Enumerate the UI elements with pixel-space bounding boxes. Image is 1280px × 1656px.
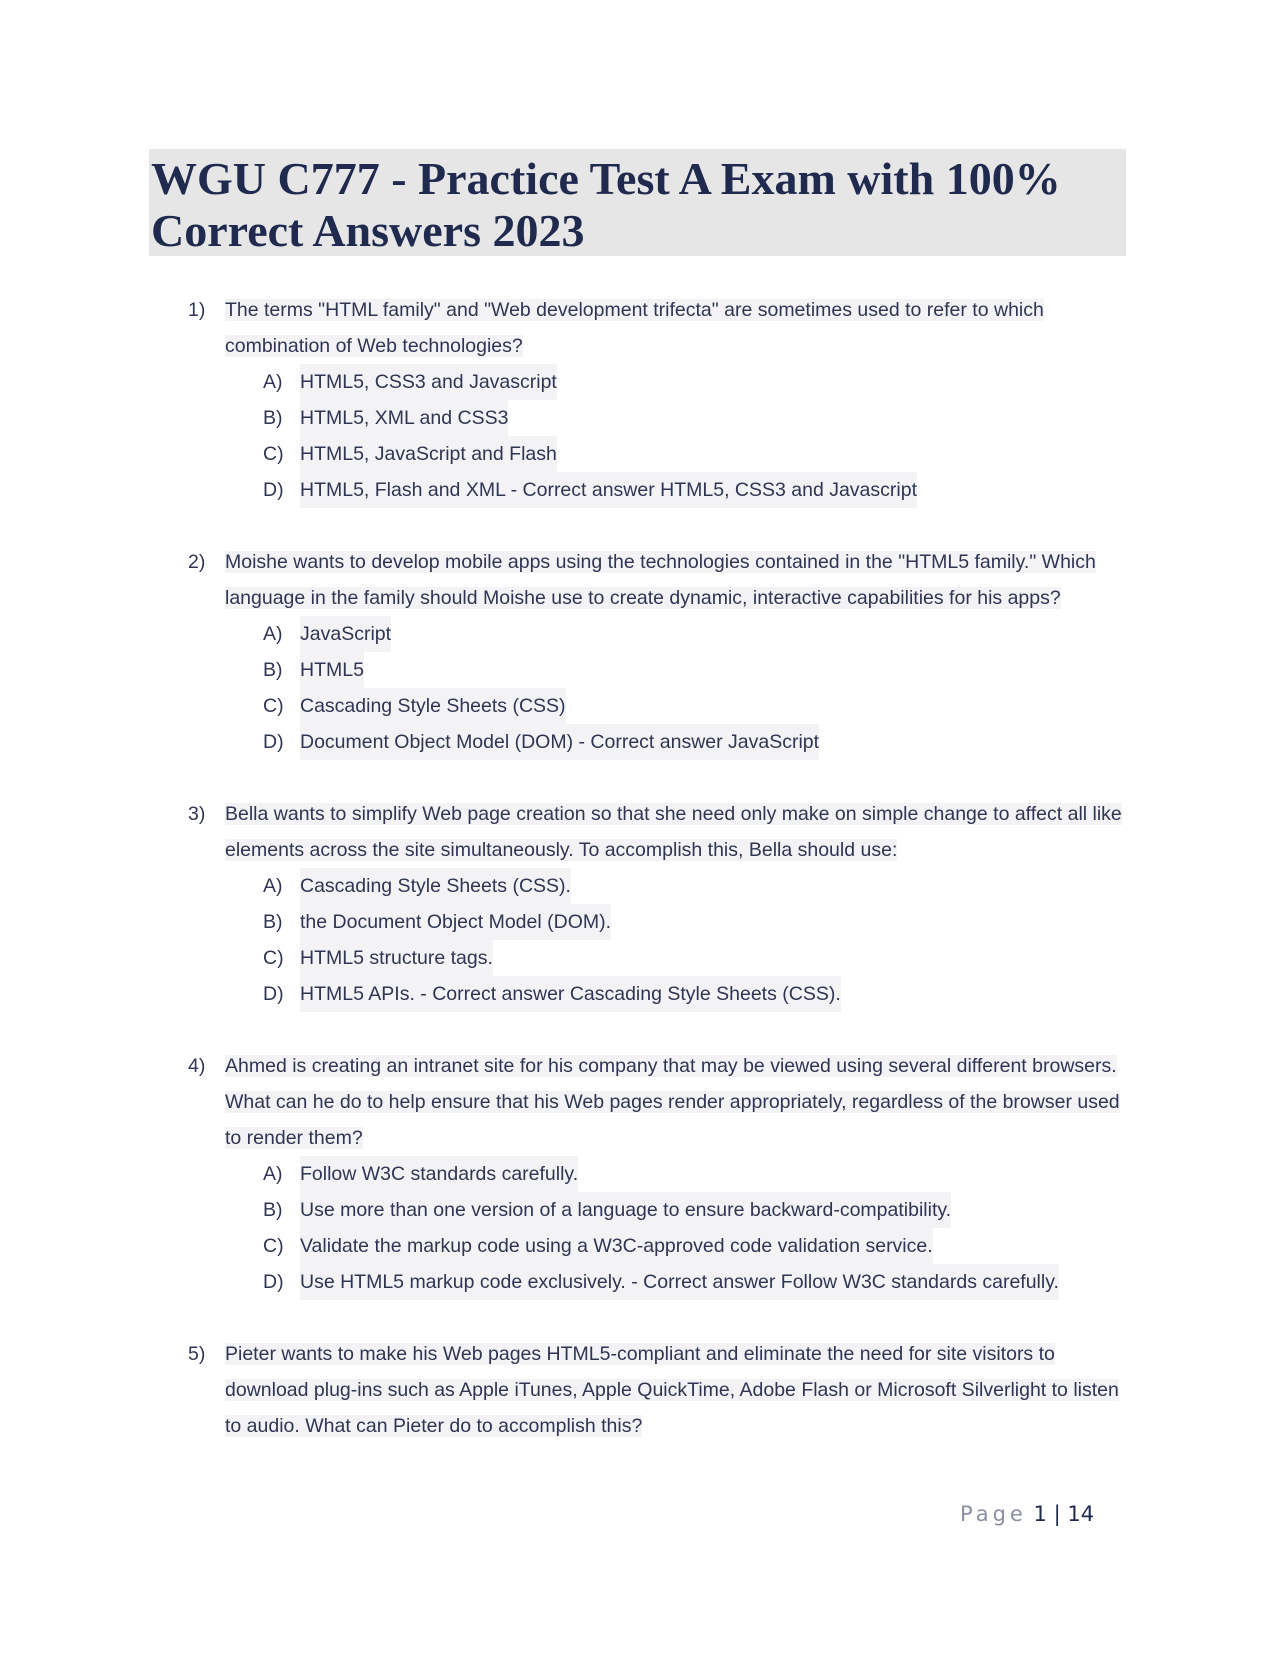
option-letter: D) — [263, 479, 284, 501]
option-text: Cascading Style Sheets (CSS) — [300, 688, 566, 724]
option-text: HTML5, XML and CSS3 — [300, 400, 508, 436]
option-text: HTML5 — [300, 652, 364, 688]
answer-option — [0, 400, 1280, 436]
option-letter: B) — [263, 1199, 283, 1221]
answer-option — [0, 1264, 1280, 1300]
question-number: 3) — [188, 803, 206, 825]
question-number: 1) — [188, 299, 206, 321]
question-text: Ahmed is creating an intranet site for his company that may be viewed using several different browsers. What can he do to help ensure that his Web pages render appropriately, regardless of the browser used to render them? — [225, 1055, 1120, 1149]
document-title: WGU C777 - Practice Test A Exam with 100% Correct Answers 2023 — [151, 153, 1061, 256]
question-item — [0, 1048, 1280, 1300]
answer-option — [0, 976, 1280, 1012]
question-item — [0, 1336, 1280, 1444]
question-number: 2) — [188, 551, 206, 573]
option-text: HTML5, CSS3 and Javascript — [300, 364, 557, 400]
option-letter: B) — [263, 659, 283, 681]
option-text: Validate the markup code using a W3C-approved code validation service. — [300, 1228, 933, 1264]
option-text: HTML5, JavaScript and Flash — [300, 436, 557, 472]
option-letter: A) — [263, 371, 283, 393]
question-text: Pieter wants to make his Web pages HTML5-compliant and eliminate the need for site visitors to download plug-ins such as Apple iTunes, Apple QuickTime, Adobe Flash or Microsoft Silverlight to listen to audio. What can Pieter do to accomplish this? — [225, 1343, 1119, 1437]
option-letter: C) — [263, 1235, 284, 1257]
question-number: 5) — [188, 1343, 206, 1365]
answer-option — [0, 904, 1280, 940]
option-text: HTML5, Flash and XML - Correct answer HTML5, CSS3 and Javascript — [300, 472, 917, 508]
question-text: Bella wants to simplify Web page creation so that she need only make on simple change to affect all like elements across the site simultaneously. To accomplish this, Bella should use: — [225, 803, 1122, 861]
answer-option — [0, 724, 1280, 760]
answer-options — [0, 616, 1280, 760]
option-text: JavaScript — [300, 616, 391, 652]
page-footer — [960, 1502, 1094, 1526]
answer-option — [0, 868, 1280, 904]
question-list — [0, 292, 1280, 1480]
answer-option — [0, 688, 1280, 724]
option-letter: B) — [263, 911, 283, 933]
option-letter: C) — [263, 947, 284, 969]
option-text: Document Object Model (DOM) - Correct answer JavaScript — [300, 724, 819, 760]
title-banner — [149, 149, 1126, 256]
option-letter: C) — [263, 443, 284, 465]
question-text: The terms "HTML family" and "Web development trifecta" are sometimes used to refer to which combination of Web technologies? — [225, 299, 1044, 357]
answer-option — [0, 472, 1280, 508]
option-text: Cascading Style Sheets (CSS). — [300, 868, 571, 904]
question-item — [0, 544, 1280, 760]
answer-options — [0, 1156, 1280, 1300]
answer-option — [0, 364, 1280, 400]
option-letter: A) — [263, 1163, 283, 1185]
question-item — [0, 292, 1280, 508]
option-text: HTML5 structure tags. — [300, 940, 493, 976]
question-text: Moishe wants to develop mobile apps using the technologies contained in the "HTML5 family." Which language in the family should Moishe use to create dynamic, interactive capabilities for his apps? — [225, 551, 1096, 609]
answer-option — [0, 1156, 1280, 1192]
page-number: 1 — [1033, 1502, 1047, 1526]
option-letter: B) — [263, 407, 283, 429]
option-text: Use more than one version of a language to ensure backward-compatibility. — [300, 1192, 951, 1228]
answer-option — [0, 652, 1280, 688]
answer-option — [0, 940, 1280, 976]
question-number: 4) — [188, 1055, 206, 1077]
option-text: Follow W3C standards carefully. — [300, 1156, 578, 1192]
answer-options — [0, 364, 1280, 508]
option-text: HTML5 APIs. - Correct answer Cascading Style Sheets (CSS). — [300, 976, 841, 1012]
option-text: Use HTML5 markup code exclusively. - Correct answer Follow W3C standards carefully. — [300, 1264, 1059, 1300]
option-letter: A) — [263, 875, 283, 897]
option-letter: D) — [263, 1271, 284, 1293]
option-letter: D) — [263, 731, 284, 753]
option-letter: A) — [263, 623, 283, 645]
answer-option — [0, 1228, 1280, 1264]
answer-option — [0, 616, 1280, 652]
option-letter: D) — [263, 983, 284, 1005]
answer-option — [0, 1192, 1280, 1228]
answer-option — [0, 436, 1280, 472]
option-letter: C) — [263, 695, 284, 717]
question-item — [0, 796, 1280, 1012]
page-label: Page — [960, 1502, 1027, 1526]
answer-options — [0, 868, 1280, 1012]
page-separator: | — [1053, 1502, 1061, 1526]
total-pages: 14 — [1067, 1502, 1095, 1526]
option-text: the Document Object Model (DOM). — [300, 904, 611, 940]
